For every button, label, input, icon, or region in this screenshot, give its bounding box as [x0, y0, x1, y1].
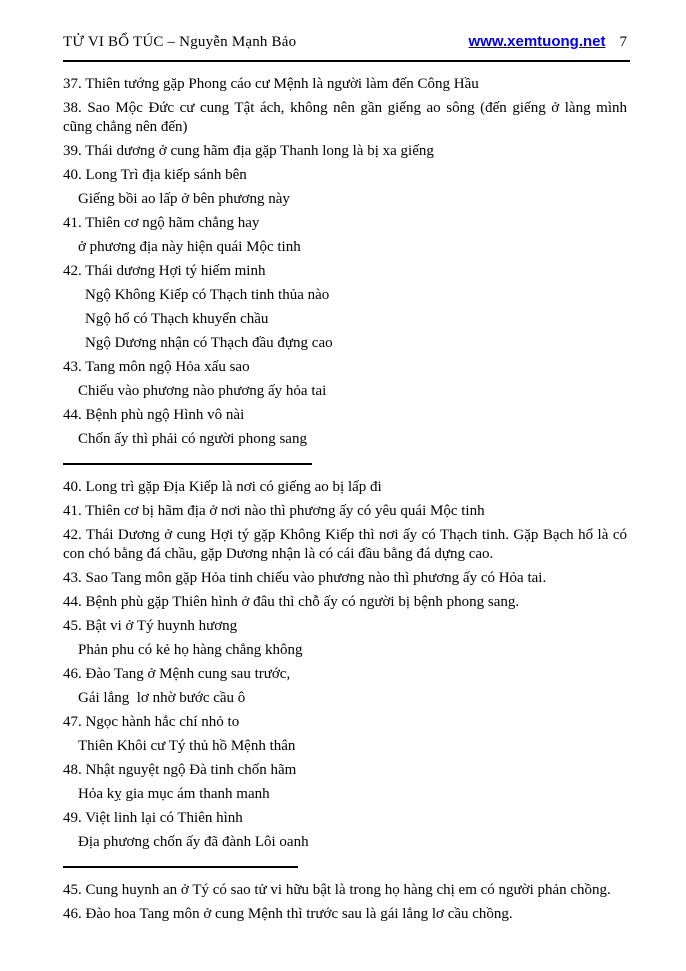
section-separator [63, 463, 312, 465]
text-line: Ngộ Dương nhận có Thạch đầu đựng cao [85, 335, 333, 351]
text-line: 43. Tang môn ngộ Hỏa xấu sao [63, 359, 250, 375]
text-line: 39. Thái dương ở cung hãm địa gặp Thanh long là bị xa giếng [63, 143, 434, 159]
section-explanation-list [63, 478, 631, 852]
text-line: 44. Bệnh phù ngộ Hình vô nài [63, 407, 245, 423]
section-separator [63, 866, 298, 868]
text-line: Địa phương chốn ấy đã đành Lôi oanh [78, 834, 309, 850]
text-line: Ngộ Không Kiếp có Thạch tinh thủa nào [85, 287, 330, 303]
text-line: Thiên Khôi cư Tý thủ hồ Mệnh thân [78, 738, 296, 754]
text-line: Chiếu vào phương nào phương ấy hỏa tai [78, 383, 327, 399]
text-line: 43. Sao Tang môn gặp Hỏa tinh chiếu vào phương nào thì phương ấy có Hỏa tai. [63, 570, 547, 586]
text-line: Giếng bồi ao lấp ở bên phương này [78, 191, 290, 207]
text-line: 48. Nhật nguyệt ngộ Đà tinh chốn hãm [63, 762, 297, 778]
page-header [63, 33, 627, 51]
text-line: 42. Thái Dương ở cung Hợi tý gặp Không Kiếp thì nơi ấy có Thạch tinh. Gặp Bạch hổ là có con chó bằng đá chầu, gặp Dương nhận là có cái đầu bằng đá dựng cao. [63, 527, 631, 562]
text-line: Ngộ hổ có Thạch khuyển chầu [85, 311, 269, 327]
text-line: 47. Ngọc hành hắc chí nhỏ to [63, 714, 240, 730]
text-line: Phản phu có kẻ họ hàng chẳng không [78, 642, 303, 658]
text-line: 38. Sao Mộc Đức cư cung Tật ách, không nên gần giếng ao sông (đến giếng ở làng mình cũng chẳng nên đến) [63, 100, 631, 135]
section-verse-list [63, 75, 631, 449]
text-line: 37. Thiên tướng gặp Phong cáo cư Mệnh là người làm đến Công Hầu [63, 76, 479, 92]
text-line: 40. Long trì gặp Địa Kiếp là nơi có giếng ao bị lấp đi [63, 479, 382, 495]
text-line: 41. Thiên cơ bị hãm địa ở nơi nào thì phương ấy có yêu quái Mộc tinh [63, 503, 485, 519]
page-number: 7 [619, 34, 627, 50]
text-line: 46. Đào hoa Tang môn ở cung Mệnh thì trước sau là gái lẳng lơ cầu chồng. [63, 906, 513, 922]
text-line: 45. Cung huynh an ở Tý có sao tử vi hữu bật là trong họ hàng chị em có người phản chồng. [63, 882, 611, 898]
text-line: Hỏa kỵ gia mục ám thanh manh [78, 786, 270, 802]
page-content [63, 75, 631, 924]
text-line: 41. Thiên cơ ngộ hãm chẳng hay [63, 215, 260, 231]
header-rule [63, 60, 630, 62]
text-line: 49. Việt linh lại có Thiên hình [63, 810, 243, 826]
text-line: Gái lẳng lơ nhờ bước cầu ô [78, 690, 246, 706]
section-explanation-list-2 [63, 881, 627, 924]
website-link[interactable]: www.xemtuong.net [468, 33, 606, 50]
text-line: 44. Bệnh phù gặp Thiên hình ở đâu thì chỗ ấy có người bị bệnh phong sang. [63, 594, 520, 610]
text-line: 40. Long Trì địa kiếp sánh bên [63, 167, 247, 183]
header-right [469, 33, 627, 51]
text-line: 45. Bật vi ở Tý huynh hương [63, 618, 238, 634]
text-line: 42. Thái dương Hợi tý hiếm minh [63, 263, 266, 279]
book-title: TỬ VI BỔ TÚC – Nguyễn Mạnh Bảo [63, 34, 297, 50]
text-line: Chốn ấy thì phải có người phong sang [78, 431, 307, 447]
text-line: 46. Đào Tang ở Mệnh cung sau trước, [63, 666, 291, 682]
text-line: ở phương địa này hiện quái Mộc tinh [78, 239, 301, 255]
